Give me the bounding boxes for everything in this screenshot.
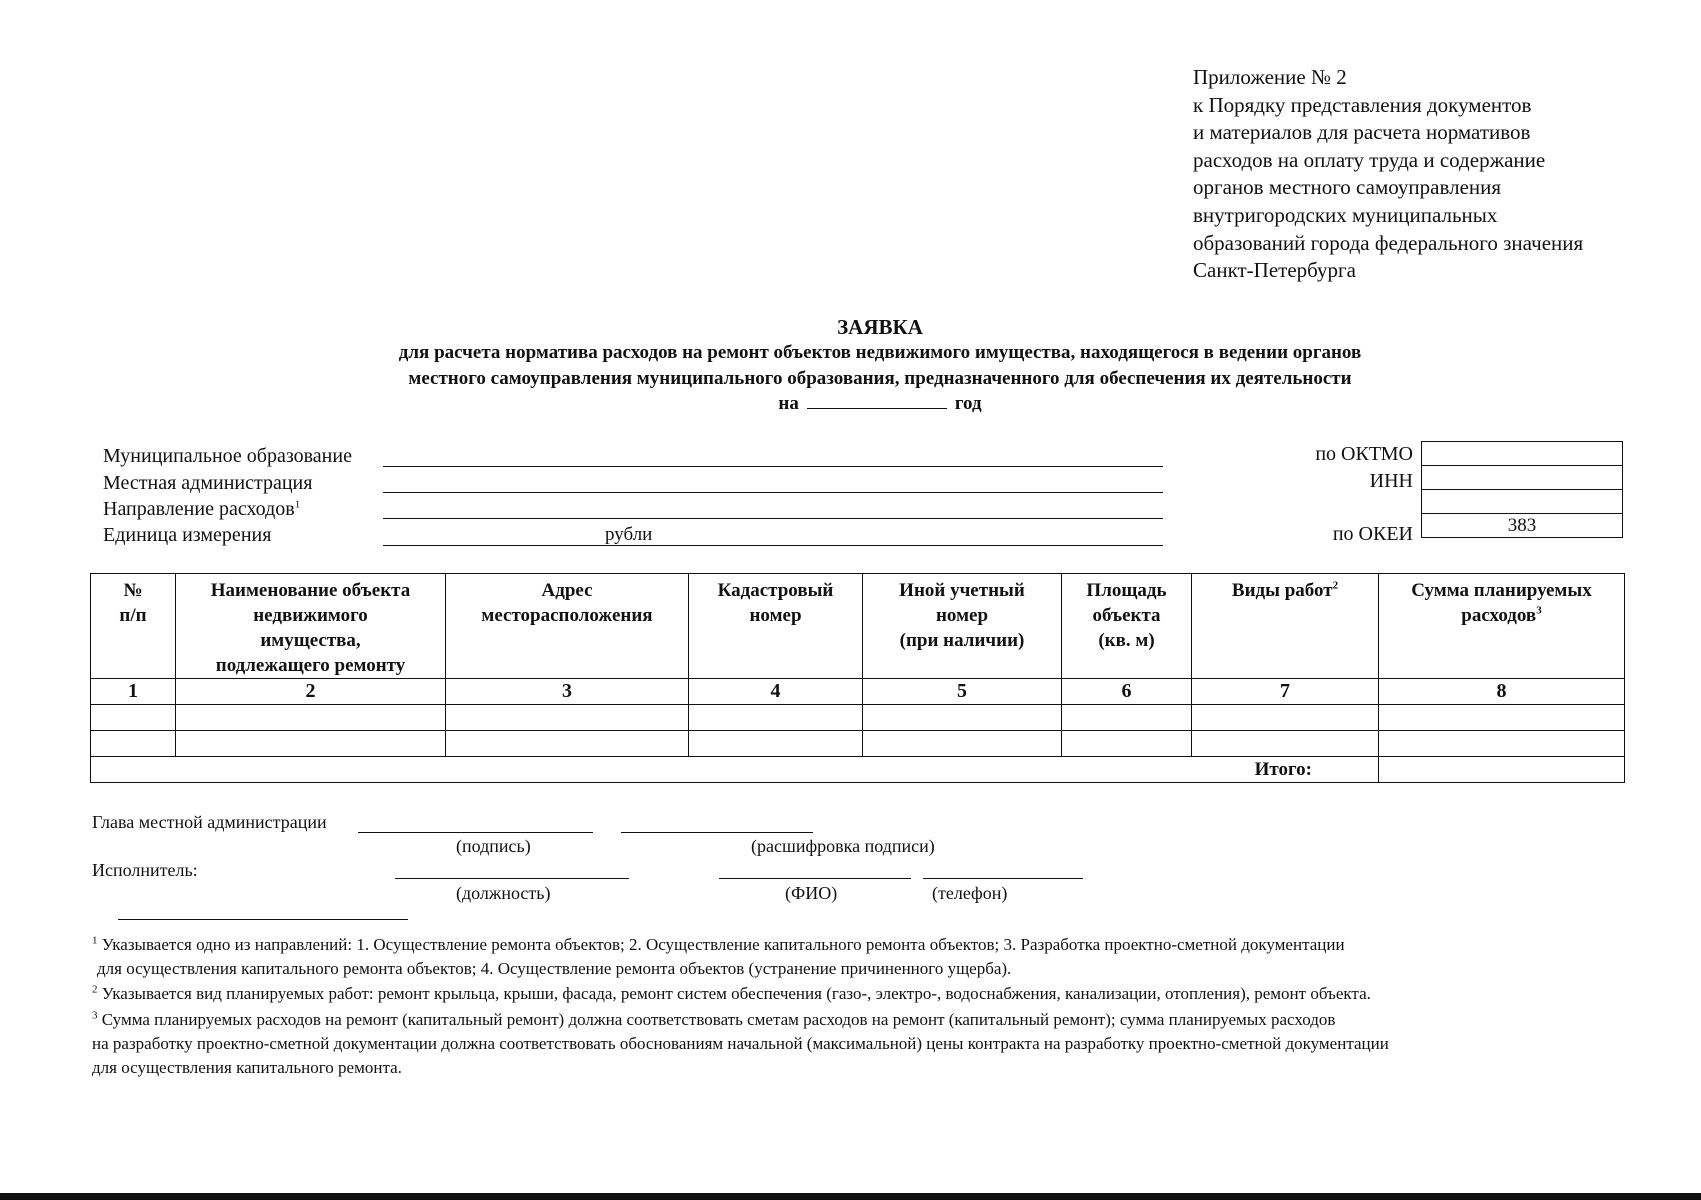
col-header-work-types xyxy=(1192,574,1379,679)
table-cell[interactable] xyxy=(1062,731,1192,757)
position-line[interactable] xyxy=(395,878,629,879)
document-subtitle-line1: для расчета норматива расходов на ремонт объектов недвижимого имущества, находящегося в ведении органов xyxy=(398,342,1362,363)
table-cell[interactable] xyxy=(1192,731,1379,757)
table-numbers-row xyxy=(91,679,1625,705)
footnote-3-text: Сумма планируемых расходов на ремонт (капитальный ремонт) должна соответствовать сметам расходов на ремонт (капитальный ремонт); сумма планируемых расходов xyxy=(101,1010,1336,1029)
col-header-other-number-text: Иной учетный номер (при наличии) xyxy=(899,580,1025,651)
col-header-sum xyxy=(1379,574,1625,679)
document-title: ЗАЯВКА xyxy=(837,315,923,339)
okei-value: 383 xyxy=(1422,514,1623,538)
table-cell[interactable] xyxy=(446,731,689,757)
oktmo-field[interactable] xyxy=(1422,442,1623,466)
col-number-cell: 7 xyxy=(1192,679,1379,705)
okei-label: по ОКЕИ xyxy=(1332,523,1413,545)
table-cell[interactable] xyxy=(689,731,863,757)
col-number-cell: 8 xyxy=(1379,679,1625,705)
head-label: Глава местной администрации xyxy=(92,812,327,832)
table-cell[interactable] xyxy=(1379,705,1625,731)
blank-code-field[interactable] xyxy=(1422,490,1623,514)
executor-label: Исполнитель: xyxy=(92,860,198,880)
footnote-separator xyxy=(118,919,408,920)
col-header-cadastral xyxy=(689,574,863,679)
table-cell[interactable] xyxy=(91,731,176,757)
unit-label: Единица измерения xyxy=(103,524,272,546)
total-label: Итого: xyxy=(91,757,1379,783)
appendix-line: образований города федерального значения xyxy=(1193,230,1584,255)
footnote-3 xyxy=(92,1008,1335,1032)
table-cell[interactable] xyxy=(446,705,689,731)
col-header-address-text: Адрес месторасположения xyxy=(481,580,653,626)
appendix-line: органов местного самоуправления xyxy=(1193,175,1502,200)
direction-label: Направление расходов$^1$ xyxy=(103,498,301,520)
appendix-line: Санкт-Петербурга xyxy=(1193,258,1356,283)
col-header-work-types-text: Виды работ xyxy=(1231,580,1333,601)
fio-caption: (ФИО) xyxy=(785,883,838,903)
table-cell[interactable] xyxy=(176,731,446,757)
head-decoding-line[interactable] xyxy=(621,832,813,833)
appendix-line: и материалов для расчета нормативов xyxy=(1193,120,1531,145)
decoding-caption: (расшифровка подписи) xyxy=(751,836,935,856)
footnote-3-cont1: на разработку проектно-сметной документации должна соответствовать обоснованиям начальной (максимальной) цены контракта на разработку проектно-сметной документации xyxy=(92,1034,1389,1053)
table-cell[interactable] xyxy=(863,705,1062,731)
col-number-cell: 2 xyxy=(176,679,446,705)
year-prefix: на xyxy=(778,393,799,414)
phone-caption: (телефон) xyxy=(932,883,1008,903)
appendix-line: расходов на оплату труда и содержание xyxy=(1193,147,1546,172)
col-number-cell: 1 xyxy=(91,679,176,705)
col-number-cell: 5 xyxy=(863,679,1062,705)
appendix-line: Приложение № 2 xyxy=(1193,65,1347,89)
footnote-2-mark: 2 xyxy=(92,983,98,996)
col-header-sum-text: Сумма планируемых расходов xyxy=(1411,580,1592,626)
table-cell[interactable] xyxy=(689,705,863,731)
col-header-cadastral-text: Кадастровый номер xyxy=(717,580,834,626)
year-line xyxy=(0,393,1701,415)
footnote-1 xyxy=(92,933,1345,957)
col-header-other-number xyxy=(863,574,1062,679)
unit-value: рубли xyxy=(605,524,653,545)
appendix-line: внутригородских муниципальных xyxy=(1193,202,1498,227)
table-cell[interactable] xyxy=(1192,705,1379,731)
table-cell[interactable] xyxy=(91,705,176,731)
table-row xyxy=(91,731,1625,757)
col-header-work-types-sup: 2 xyxy=(1332,579,1339,592)
position-caption: (должность) xyxy=(456,883,551,903)
col-header-number xyxy=(91,574,176,679)
footnote-1-cont: для осуществления капитального ремонта объектов; 4. Осуществление ремонта объектов (устранение причиненного ущерба). xyxy=(97,959,1012,978)
inn-label: ИНН xyxy=(1369,470,1413,492)
signature-caption: (подпись) xyxy=(456,836,531,856)
administration-label: Местная администрация xyxy=(103,472,313,494)
col-header-name-text: Наименование объекта недвижимого имущества, подлежащего ремонту xyxy=(210,580,411,676)
appendix-line: к Порядку представления документов xyxy=(1193,92,1532,117)
total-value-cell[interactable] xyxy=(1379,757,1625,783)
table-header-row xyxy=(91,574,1625,679)
fio-line[interactable] xyxy=(719,878,911,879)
footnote-1-text: Указывается одно из направлений: 1. Осуществление ремонта объектов; 2. Осуществление капитального ремонта объектов; 3. Разработка проектно-сметной документации xyxy=(101,935,1345,954)
footnote-3-mark: 3 xyxy=(92,1009,98,1022)
municipal-field[interactable] xyxy=(383,466,1163,467)
footnote-1-mark: 1 xyxy=(92,934,98,947)
col-number-cell: 3 xyxy=(446,679,689,705)
col-header-name xyxy=(176,574,446,679)
col-header-number-text: № п/п xyxy=(119,580,147,626)
unit-field[interactable] xyxy=(383,545,1163,546)
table-cell[interactable] xyxy=(1379,731,1625,757)
col-header-area-text: Площадь объекта (кв. м) xyxy=(1086,580,1167,651)
table-row xyxy=(91,705,1625,731)
phone-line[interactable] xyxy=(923,878,1083,879)
year-suffix: год xyxy=(954,393,982,414)
table-cell[interactable] xyxy=(176,705,446,731)
objects-table xyxy=(90,573,1625,783)
col-header-address xyxy=(446,574,689,679)
table-cell[interactable] xyxy=(1062,705,1192,731)
table-cell[interactable] xyxy=(863,731,1062,757)
direction-field[interactable] xyxy=(383,518,1163,519)
scan-edge xyxy=(0,1193,1701,1200)
appendix-reference xyxy=(1193,64,1693,285)
municipal-label: Муниципальное образование xyxy=(103,445,352,467)
codes-box xyxy=(1421,441,1623,538)
col-header-sum-sup: 3 xyxy=(1536,604,1542,617)
col-number-cell: 6 xyxy=(1062,679,1192,705)
document-subtitle-line2: местного самоуправления муниципального образования, предназначенного для обеспечения их деятельности xyxy=(408,368,1352,389)
footnote-2-text: Указывается вид планируемых работ: ремонт крыльца, крыши, фасада, ремонт систем обеспечения (газо-, электро-, водоснабжения, канализации, отопления), ремонт объекта. xyxy=(101,984,1371,1003)
oktmo-label: по ОКТМО xyxy=(1315,443,1413,465)
head-signature-line[interactable] xyxy=(358,832,593,833)
footnote-3-cont2: для осуществления капитального ремонта. xyxy=(92,1058,402,1077)
administration-field[interactable] xyxy=(383,492,1163,493)
footnote-2 xyxy=(92,982,1371,1006)
inn-field[interactable] xyxy=(1422,466,1623,490)
year-input-line[interactable] xyxy=(807,394,947,409)
col-number-cell: 4 xyxy=(689,679,863,705)
col-header-area xyxy=(1062,574,1192,679)
table-total-row xyxy=(91,757,1625,783)
